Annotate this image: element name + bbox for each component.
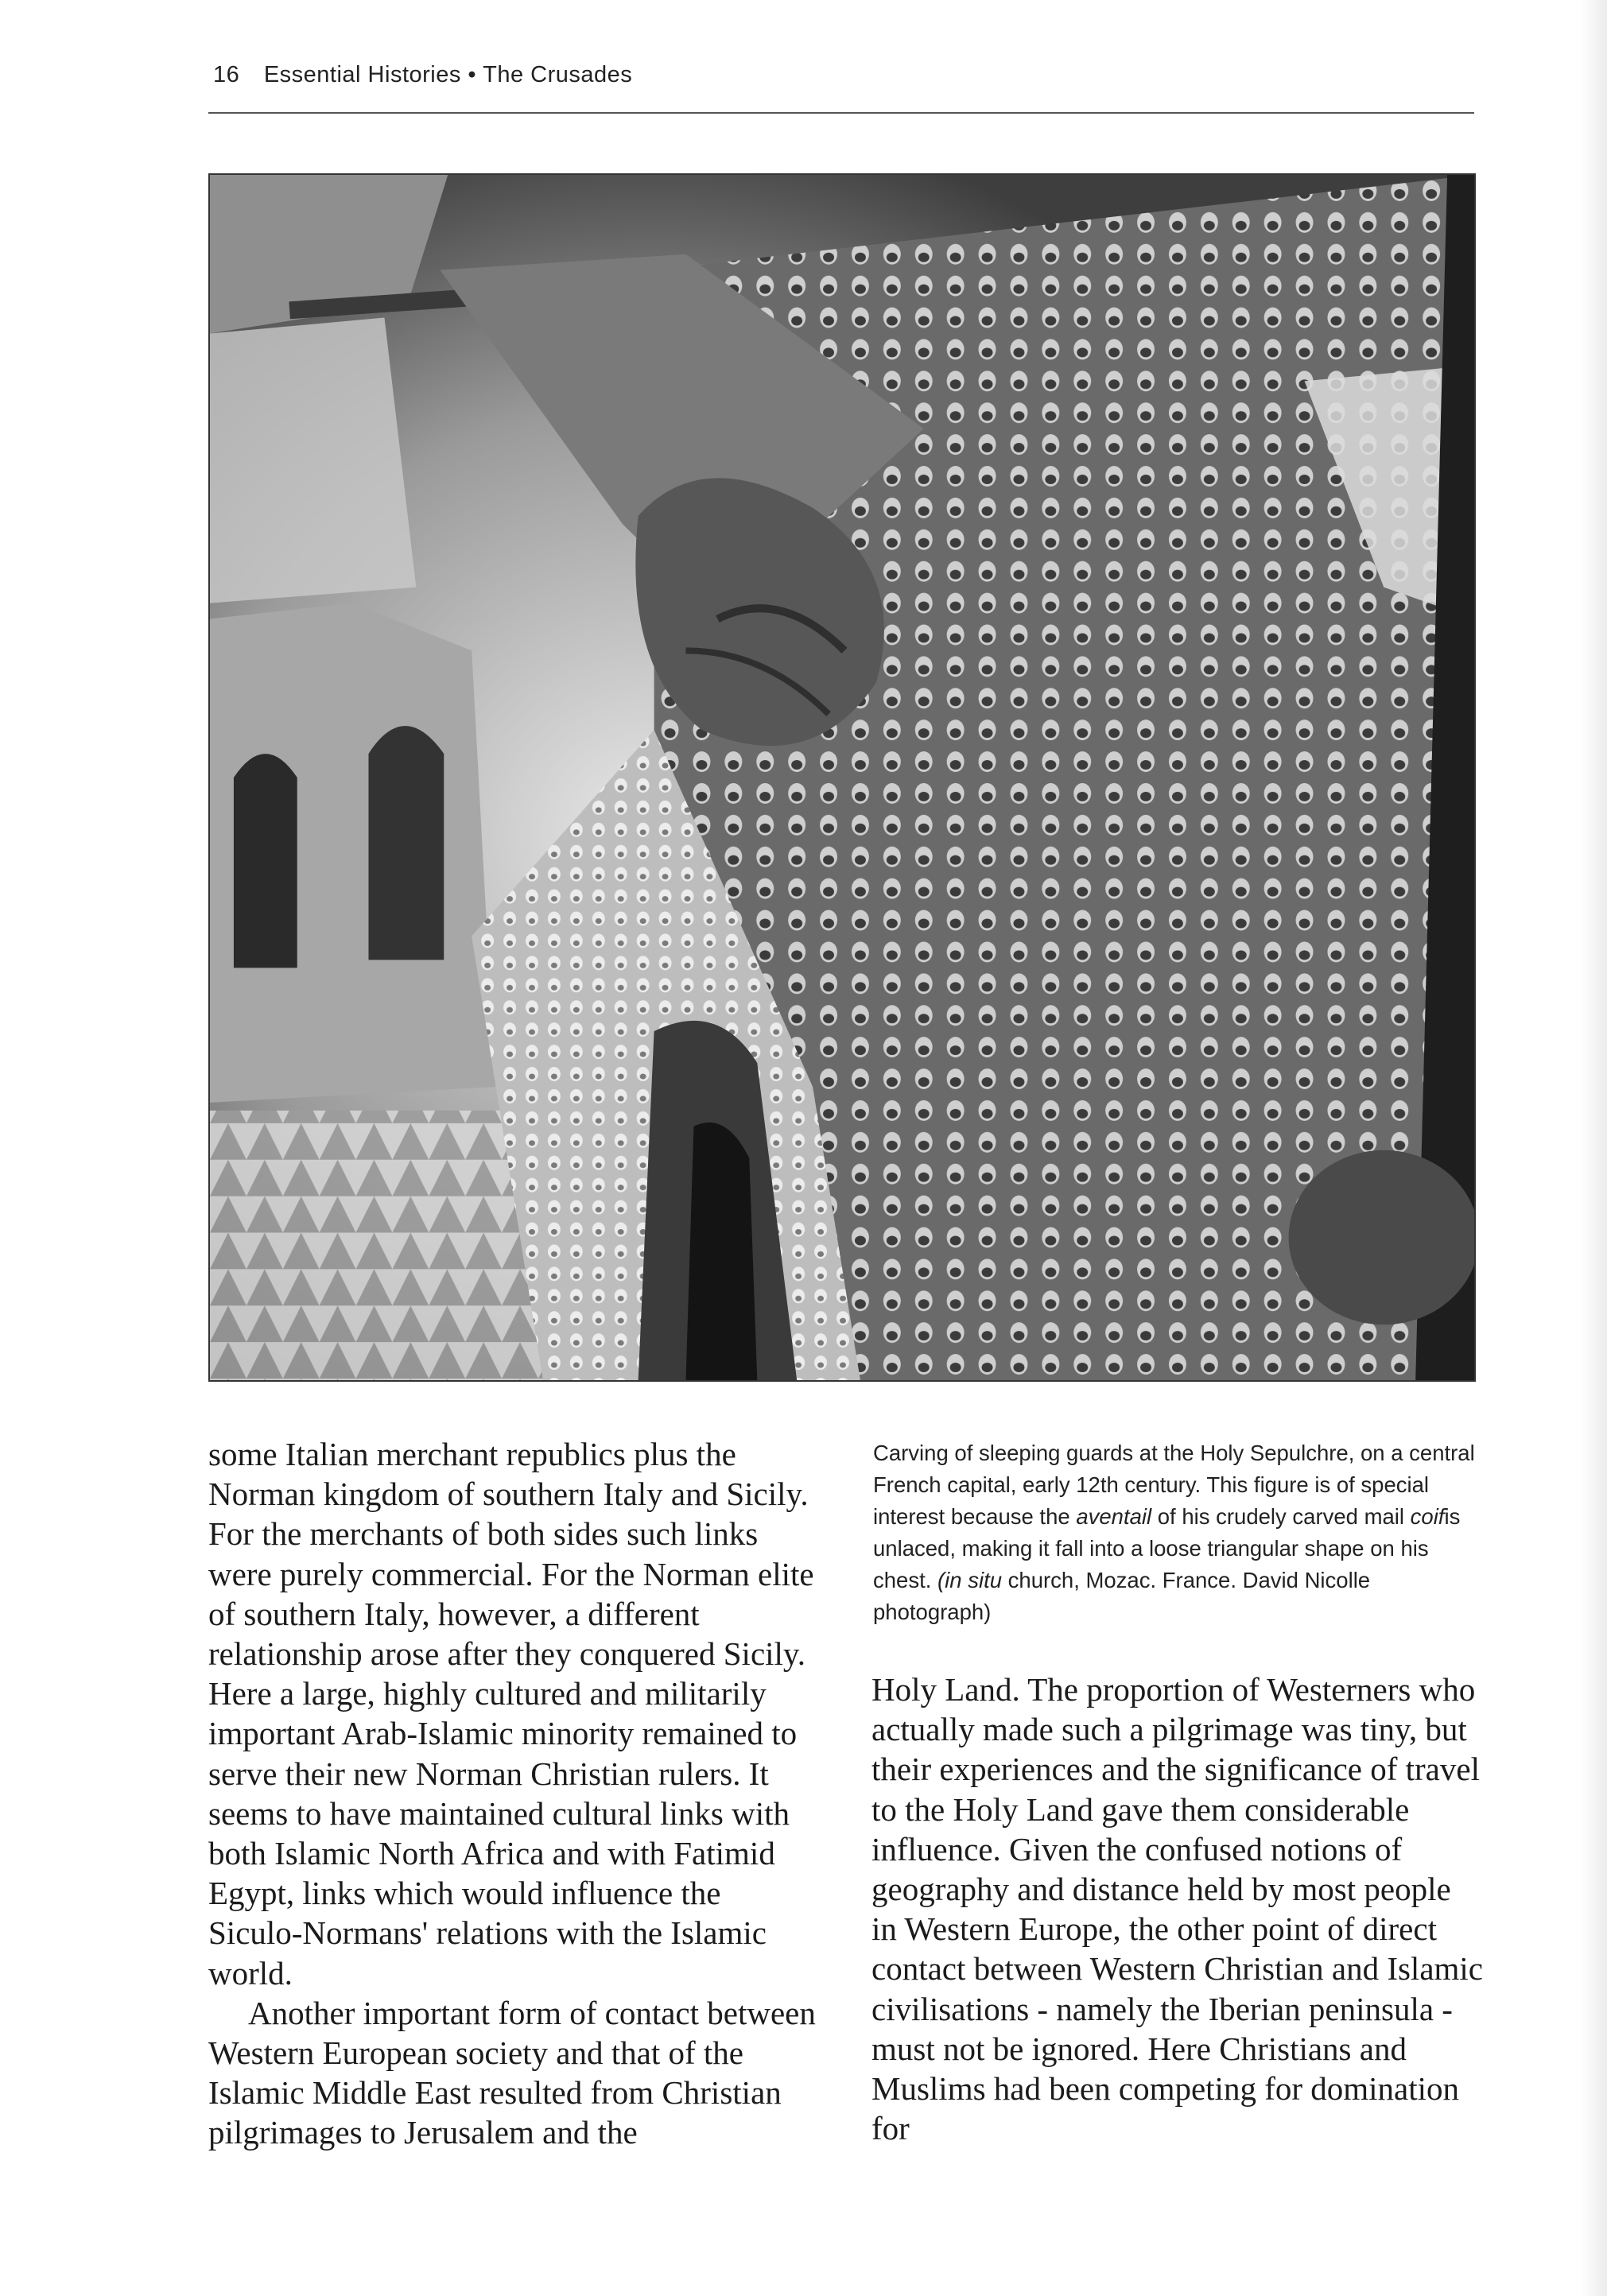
body-paragraph: Holy Land. The proportion of Westerners who actually made such a pilgrimage was tiny, but their experiences and the significance of travel to the Holy Land gave them considerable influence. Given the confused notions of geography and distance held by most people in Western Europe, the other point of direct contact between Western Christian and Islamic civilisations - namely the Iberian peninsula - must not be ignored. Here Christians and Muslims had been competing for domination for (871, 1671, 1483, 2147)
body-paragraph: some Italian merchant republics plus the Norman kingdom of southern Italy and Sicily. For the merchants of both sides such links were purely commercial. For the Norman elite of southern Italy, however, a different relationship arose after they conquered Sicily. Here a large, highly cultured and militarily important Arab-Islamic minority remained to serve their new Norman Christian rulers. It seems to have maintained cultural links with both Islamic North Africa and with Fatimid Egypt, links which would influence the Siculo-Normans' relations with the Islamic world. (208, 1436, 814, 1992)
body-column-left (208, 1434, 821, 2153)
carving-photo-illustration (210, 175, 1474, 1380)
body-paragraph: Another important form of contact between Western European society and that of the Islamic Middle East resulted from Christian pilgrimages to Jerusalem and the (208, 1994, 816, 2151)
header-rule (208, 112, 1474, 114)
page-edge-shadow (1580, 0, 1607, 2296)
figure-photo (208, 173, 1476, 1382)
running-title: Essential Histories • The Crusades (263, 62, 633, 87)
caption-text: Carving of sleeping guards at the Holy Sepulchre, on a central French capital, early 12th century. This figure is of special interest because the aventail of his crudely carved mail coifis unlaced, making it fall into a loose triangular shape on his chest. (in situ church, Mozac. France. David Nicolle photograph) (873, 1441, 1475, 1624)
running-head (213, 62, 632, 88)
figure-caption (873, 1437, 1477, 1628)
body-column-right (871, 1670, 1484, 2148)
page-number: 16 (213, 62, 240, 87)
